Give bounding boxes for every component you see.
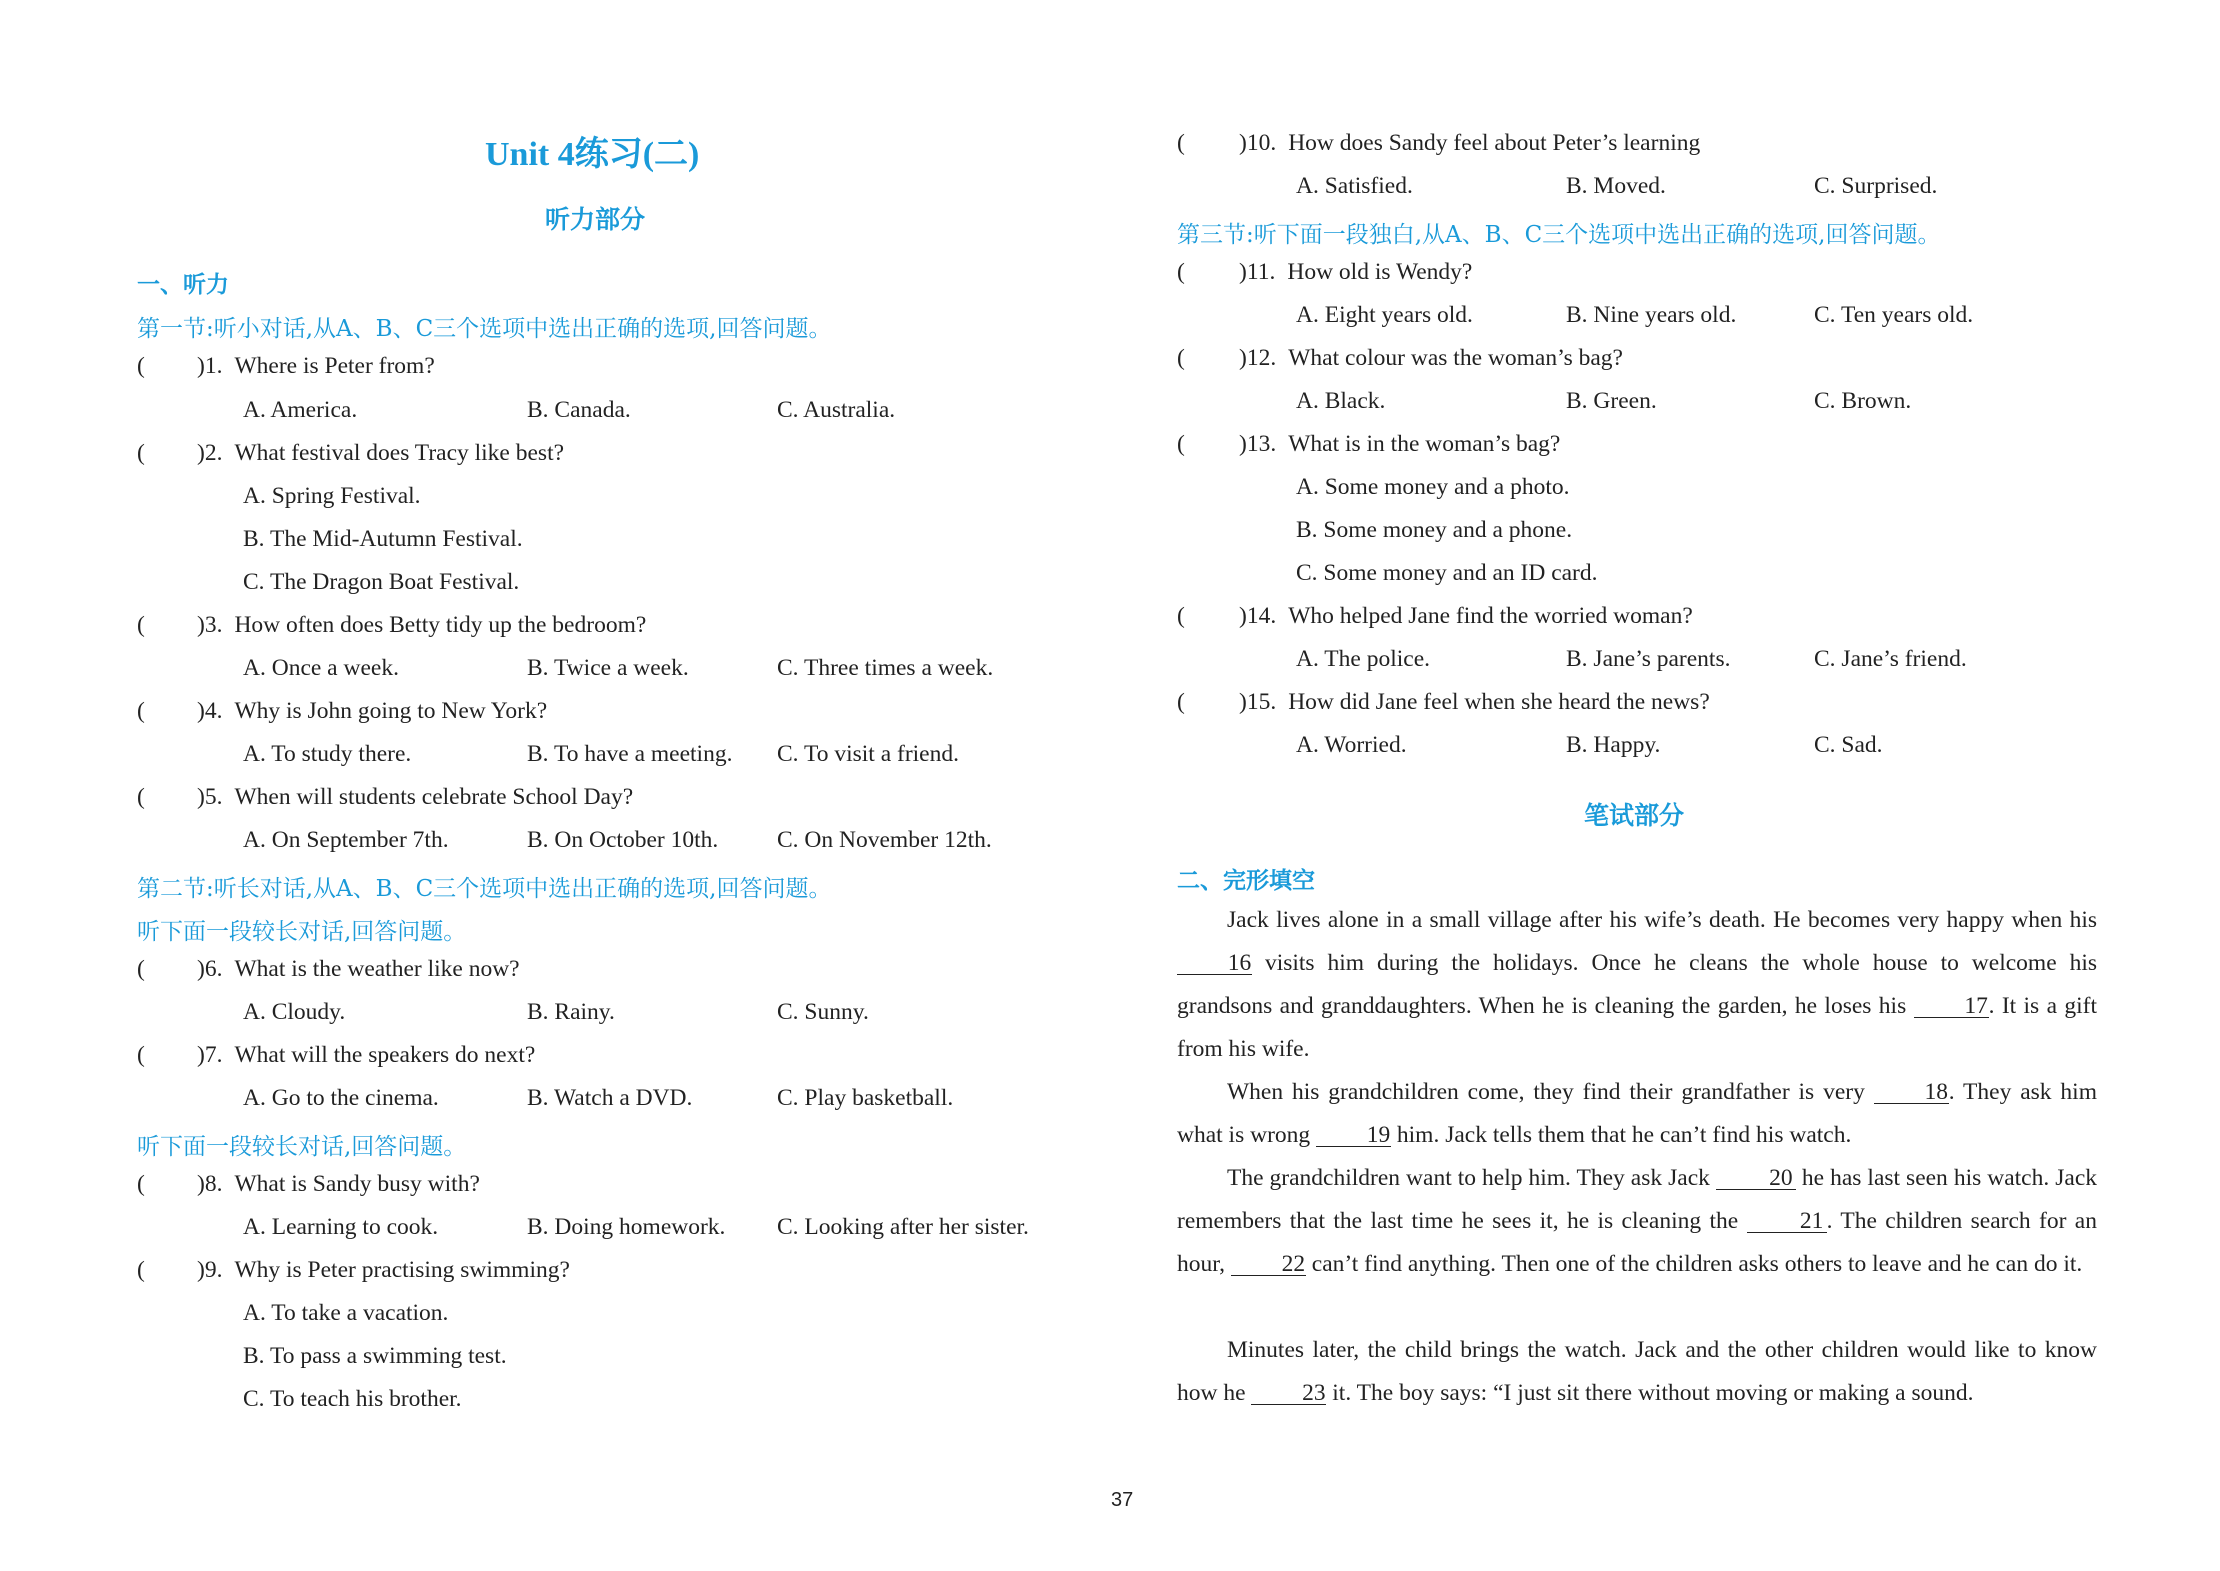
answer-paren-close: ) <box>1239 130 1247 156</box>
option-c: C. Looking after her sister. <box>777 1214 1029 1240</box>
cloze-text: . The children search for an hour, <box>1177 1208 2097 1277</box>
option-a: A. To take a vacation. <box>243 1300 449 1326</box>
answer-paren-open[interactable]: ( <box>137 956 145 982</box>
answer-paren-close: ) <box>1239 259 1247 285</box>
question-number: 7. <box>204 1042 223 1068</box>
option-b: B. Happy. <box>1566 732 1661 758</box>
option-a: A. Black. <box>1296 388 1386 414</box>
answer-paren-open[interactable]: ( <box>137 440 145 466</box>
answer-paren-open[interactable]: ( <box>1177 130 1185 156</box>
option-b: B. On October 10th. <box>527 827 719 853</box>
question-text: How did Jane feel when she heard the news? <box>1288 689 1710 715</box>
question-15-options <box>1296 732 1883 759</box>
answer-paren-close: ) <box>197 956 205 982</box>
option-b: B. Green. <box>1566 388 1657 414</box>
option-a: A. Eight years old. <box>1296 302 1473 328</box>
cloze-text: Minutes later, the child brings the watch. Jack and the other children would like to know how he <box>1177 1337 2097 1406</box>
question-number: 2. <box>204 440 223 466</box>
answer-paren-close: ) <box>1239 603 1247 629</box>
cloze-blank-19[interactable]: 19 <box>1316 1124 1391 1147</box>
option-b: B. Some money and a phone. <box>1296 517 1573 543</box>
option-c: C. Ten years old. <box>1814 302 1974 328</box>
cloze-text: him. Jack tells them that he can’t find his watch. <box>1391 1122 1852 1148</box>
answer-paren-close: ) <box>197 440 205 466</box>
answer-paren-open[interactable]: ( <box>1177 345 1185 371</box>
cloze-blank-16[interactable]: 16 <box>1177 952 1252 975</box>
answer-paren-open[interactable]: ( <box>1177 259 1185 285</box>
option-a: A. Worried. <box>1296 732 1407 758</box>
option-c: C. Sad. <box>1814 732 1883 758</box>
cloze-text: it. The boy says: “I just sit there without moving or making a sound. <box>1326 1380 1974 1406</box>
option-c: C. To visit a friend. <box>777 741 959 767</box>
option-a: A. The police. <box>1296 646 1431 672</box>
option-b: B. Canada. <box>527 397 631 423</box>
cloze-text: Jack lives alone in a small village after his wife’s death. He becomes very happy when his <box>1227 907 2097 933</box>
answer-paren-close: ) <box>197 784 205 810</box>
question-number: 5. <box>204 784 223 810</box>
option-b: B. Nine years old. <box>1566 302 1737 328</box>
written-header: 笔试部分 <box>1584 801 1685 830</box>
question-number: 11. <box>1246 259 1276 285</box>
answer-paren-close: ) <box>197 1257 205 1283</box>
question-14-options <box>1296 646 1967 673</box>
question-text: What festival does Tracy like best? <box>234 440 565 466</box>
part-2-instruction: 第二节:听长对话,从A、B、C三个选项中选出正确的选项,回答问题。 <box>137 876 832 902</box>
answer-paren-open[interactable]: ( <box>137 698 145 724</box>
answer-paren-open[interactable]: ( <box>137 784 145 810</box>
option-a: A. Once a week. <box>243 655 399 681</box>
option-c: C. Brown. <box>1814 388 1912 414</box>
cloze-text: he has last seen his watch. Jack remembers that the last time he sees it, he is cleaning the <box>1177 1165 2097 1234</box>
option-c: C. Jane’s friend. <box>1814 646 1967 672</box>
part-3-instruction: 第三节:听下面一段独白,从A、B、C三个选项中选出正确的选项,回答问题。 <box>1177 222 1941 248</box>
answer-paren-close: ) <box>197 353 205 379</box>
question-text: How often does Betty tidy up the bedroom? <box>234 612 647 638</box>
cloze-blank-18[interactable]: 18 <box>1874 1081 1949 1104</box>
question-4 <box>137 698 547 725</box>
answer-paren-open[interactable]: ( <box>1177 689 1185 715</box>
question-2 <box>137 440 564 467</box>
question-text: Who helped Jane find the worried woman? <box>1288 603 1693 629</box>
question-number: 1. <box>204 353 223 379</box>
question-text: What is the weather like now? <box>234 956 520 982</box>
answer-paren-close: ) <box>1239 345 1247 371</box>
answer-paren-open[interactable]: ( <box>137 1042 145 1068</box>
question-number: 9. <box>204 1257 223 1283</box>
answer-paren-close: ) <box>197 1171 205 1197</box>
question-text: How does Sandy feel about Peter’s learning <box>1288 130 1701 156</box>
question-number: 4. <box>204 698 223 724</box>
long-dialogue-instruction-a: 听下面一段较长对话,回答问题。 <box>137 919 467 945</box>
question-text: Why is Peter practising swimming? <box>234 1257 570 1283</box>
question-10-options <box>1296 173 1937 200</box>
question-5 <box>137 784 633 811</box>
option-a: A. Satisfied. <box>1296 173 1413 199</box>
option-b: B. Moved. <box>1566 173 1666 199</box>
question-text: What colour was the woman’s bag? <box>1288 345 1623 371</box>
cloze-text: . They ask him what is wrong <box>1177 1079 2097 1148</box>
page-title: Unit 4练习(二) <box>485 136 700 173</box>
question-4-options <box>243 741 959 768</box>
question-5-options <box>243 827 992 854</box>
question-number: 10. <box>1246 130 1277 156</box>
option-b: B. To pass a swimming test. <box>243 1343 507 1369</box>
question-number: 3. <box>204 612 223 638</box>
question-10 <box>1177 130 1700 157</box>
question-9 <box>137 1257 570 1284</box>
question-number: 14. <box>1246 603 1277 629</box>
question-7-options <box>243 1085 953 1112</box>
question-number: 12. <box>1246 345 1277 371</box>
answer-paren-close: ) <box>197 612 205 638</box>
listening-header: 听力部分 <box>545 205 646 234</box>
question-number: 13. <box>1246 431 1277 457</box>
option-b: B. Rainy. <box>527 999 615 1025</box>
option-c: C. On November 12th. <box>777 827 992 853</box>
answer-paren-open[interactable]: ( <box>137 1171 145 1197</box>
question-text: What is in the woman’s bag? <box>1288 431 1561 457</box>
cloze-text: visits him during the holidays. Once he cleans the whole house to welcome his grandsons and granddaughters. When he is cleaning the garden, he loses his <box>1177 950 2097 1019</box>
answer-paren-close: ) <box>1239 689 1247 715</box>
part-1-instruction: 第一节:听小对话,从A、B、C三个选项中选出正确的选项,回答问题。 <box>137 316 832 342</box>
question-7 <box>137 1042 535 1069</box>
answer-paren-open[interactable]: ( <box>137 612 145 638</box>
cloze-blank-20[interactable]: 20 <box>1716 1167 1796 1190</box>
question-12 <box>1177 345 1623 372</box>
question-1-options <box>243 397 895 424</box>
option-b: B. Jane’s parents. <box>1566 646 1731 672</box>
option-b: B. Twice a week. <box>527 655 689 681</box>
option-b: B. To have a meeting. <box>527 741 733 767</box>
question-6 <box>137 956 520 983</box>
cloze-paragraph-1 <box>1177 899 2097 1071</box>
question-8 <box>137 1171 480 1198</box>
answer-paren-close: ) <box>197 1042 205 1068</box>
question-text: How old is Wendy? <box>1287 259 1473 285</box>
long-dialogue-instruction-b: 听下面一段较长对话,回答问题。 <box>137 1134 467 1160</box>
option-c: C. Sunny. <box>777 999 869 1025</box>
question-text: What is Sandy busy with? <box>234 1171 480 1197</box>
option-b: B. Watch a DVD. <box>527 1085 693 1111</box>
option-c: C. Surprised. <box>1814 173 1938 199</box>
section-2-heading: 二、完形填空 <box>1177 868 1315 894</box>
question-number: 6. <box>204 956 223 982</box>
option-a: A. Some money and a photo. <box>1296 474 1570 500</box>
option-a: A. Cloudy. <box>243 999 346 1025</box>
option-c: C. Australia. <box>777 397 896 423</box>
question-number: 15. <box>1246 689 1277 715</box>
cloze-blank-21[interactable]: 21 <box>1747 1210 1827 1233</box>
option-a: A. Learning to cook. <box>243 1214 439 1240</box>
question-6-options <box>243 999 869 1026</box>
option-a: A. To study there. <box>243 741 412 767</box>
question-14 <box>1177 603 1693 630</box>
cloze-blank-23[interactable]: 23 <box>1251 1382 1326 1405</box>
option-c: C. The Dragon Boat Festival. <box>243 569 520 595</box>
cloze-text: The grandchildren want to help him. They ask Jack <box>1227 1165 1716 1191</box>
question-8-options <box>243 1214 1029 1241</box>
option-b: B. The Mid-Autumn Festival. <box>243 526 523 552</box>
option-c: C. Play basketball. <box>777 1085 954 1111</box>
cloze-text: . It is a gift from his wife. <box>1177 993 2097 1062</box>
section-1-heading: 一、听力 <box>137 272 229 298</box>
answer-paren-open[interactable]: ( <box>137 353 145 379</box>
question-11-options <box>1296 302 1973 329</box>
question-text: Where is Peter from? <box>234 353 435 379</box>
question-number: 8. <box>204 1171 223 1197</box>
question-11 <box>1177 259 1472 286</box>
option-b: B. Doing homework. <box>527 1214 726 1240</box>
answer-paren-open[interactable]: ( <box>1177 603 1185 629</box>
cloze-blank-17[interactable]: 17 <box>1914 995 1989 1018</box>
option-a: A. America. <box>243 397 358 423</box>
cloze-paragraph-4 <box>1177 1329 2097 1415</box>
question-13 <box>1177 431 1560 458</box>
cloze-text: When his grandchildren come, they find their grandfather is very <box>1227 1079 1874 1105</box>
page-number: 37 <box>1111 1489 1134 1511</box>
cloze-blank-22[interactable]: 22 <box>1231 1253 1306 1276</box>
cloze-text: can’t find anything. Then one of the children asks others to leave and he can do it. <box>1305 1251 2083 1277</box>
question-15 <box>1177 689 1710 716</box>
answer-paren-close: ) <box>197 698 205 724</box>
cloze-paragraph-3 <box>1177 1157 2097 1286</box>
answer-paren-close: ) <box>1239 431 1247 457</box>
option-a: A. On September 7th. <box>243 827 449 853</box>
option-a: A. Go to the cinema. <box>243 1085 439 1111</box>
question-12-options <box>1296 388 1911 415</box>
answer-paren-open[interactable]: ( <box>137 1257 145 1283</box>
question-3 <box>137 612 646 639</box>
option-a: A. Spring Festival. <box>243 483 421 509</box>
question-text: When will students celebrate School Day? <box>234 784 634 810</box>
question-text: Why is John going to New York? <box>234 698 548 724</box>
answer-paren-open[interactable]: ( <box>1177 431 1185 457</box>
question-1 <box>137 353 435 380</box>
question-text: What will the speakers do next? <box>234 1042 536 1068</box>
option-c: C. Three times a week. <box>777 655 994 681</box>
option-c: C. To teach his brother. <box>243 1386 462 1412</box>
cloze-paragraph-2 <box>1177 1071 2097 1157</box>
option-c: C. Some money and an ID card. <box>1296 560 1598 586</box>
question-3-options <box>243 655 993 682</box>
